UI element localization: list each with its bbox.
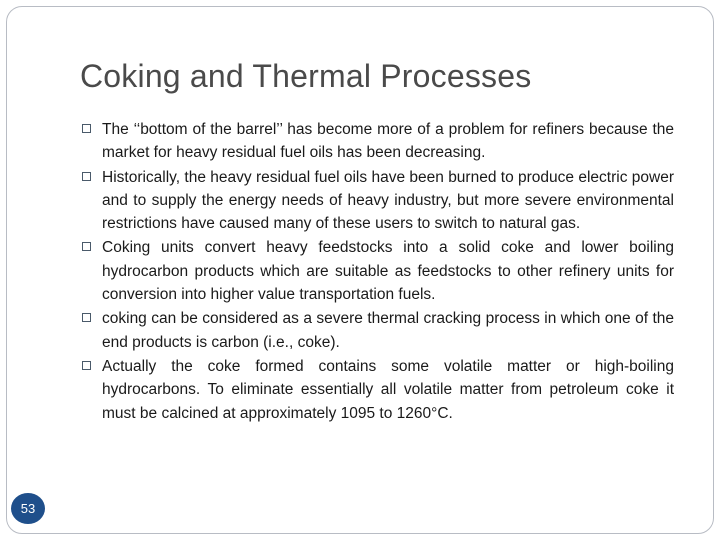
bullet-text: Historically, the heavy residual fuel oils have been burned to produce electric power and to supply the energy needs of heavy industry, but more severe environmental restrictions have caused many of these users to switch to natural gas. <box>102 168 674 233</box>
square-bullet-icon <box>82 172 91 181</box>
slide-title: Coking and Thermal Processes <box>80 58 532 94</box>
bullet-item <box>80 307 674 354</box>
page-number: 53 <box>20 501 36 516</box>
bullet-text: The ‘‘bottom of the barrel’’ has become more of a problem for refiners because the market for heavy residual fuel oils has been decreasing. <box>102 121 674 162</box>
bullet-text: Actually the coke formed contains some volatile matter or high-boiling hydrocarbons. To eliminate essentially all volatile matter from petroleum coke it must be calcined at approximately 1095 to 1260°C. <box>102 357 674 422</box>
bullet-list <box>80 118 674 426</box>
bullet-item <box>80 118 674 165</box>
bullet-text: coking can be considered as a severe thermal cracking process in which one of the end products is carbon (i.e., coke). <box>102 310 674 351</box>
square-bullet-icon <box>82 361 91 370</box>
bullet-text: Coking units convert heavy feedstocks into a solid coke and lower boiling hydrocarbon products which are suitable as feedstocks to other refinery units for conversion into higher value transportation fuels. <box>102 239 674 304</box>
bullet-item <box>80 236 674 306</box>
square-bullet-icon <box>82 242 91 251</box>
bullet-item <box>80 166 674 236</box>
square-bullet-icon <box>82 124 91 133</box>
page-number-badge <box>11 493 45 524</box>
bullet-item <box>80 355 674 425</box>
square-bullet-icon <box>82 313 91 322</box>
